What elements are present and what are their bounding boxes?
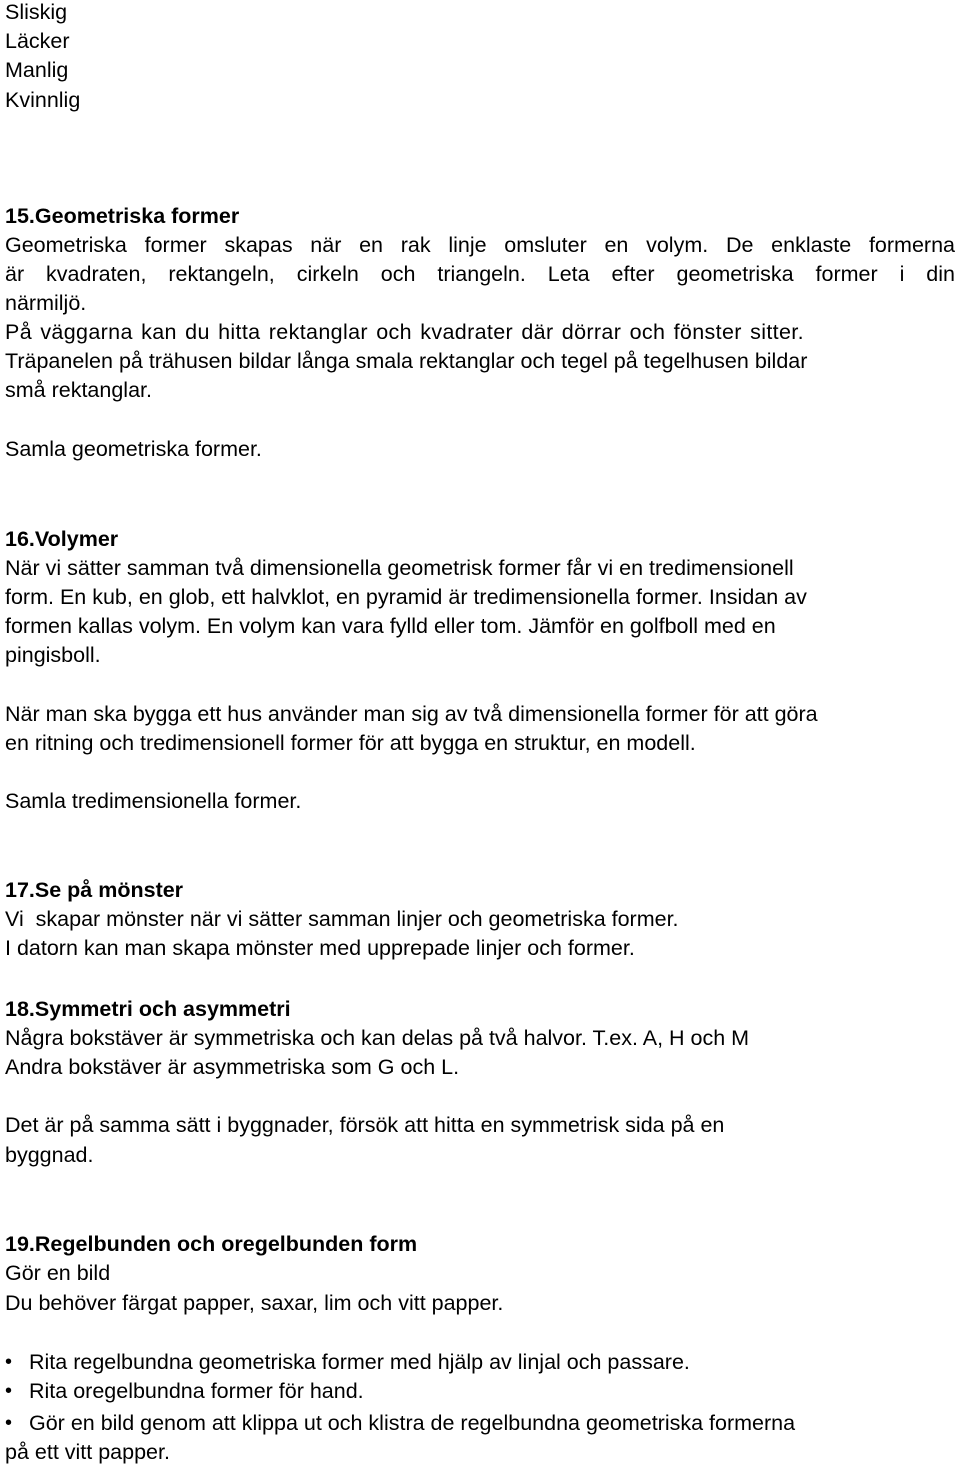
section-15-task: Samla geometriska former. xyxy=(5,437,262,461)
section-16-title: Volymer xyxy=(34,527,119,551)
section-15-line-6: små rektanglar. xyxy=(5,378,152,402)
bullet-continuation: på ett vitt papper. xyxy=(5,1440,170,1464)
section-18-paragraph-2-line-1: Det är på samma sätt i byggnader, försök att hitta en symmetrisk sida på en xyxy=(5,1113,725,1137)
section-15-line-5: Träpanelen på trähusen bildar långa smala rektanglar och tegel på tegelhusen bildar xyxy=(5,349,808,373)
section-17-line-2: I datorn kan man skapa mönster med upprepade linjer och former. xyxy=(5,936,635,960)
bullet-icon: • xyxy=(5,1380,13,1402)
list-item-kvinnlig: Kvinnlig xyxy=(5,88,81,112)
section-18-line-1: Några bokstäver är symmetriska och kan delas på två halvor. T.ex. A, H och M xyxy=(5,1026,750,1050)
section-16-line-1: När vi sätter samman två dimensionella geometrisk former får vi en tredimensionell xyxy=(5,556,794,580)
list-item-manlig: Manlig xyxy=(5,58,69,82)
section-18-line-2: Andra bokstäver är asymmetriska som G och L. xyxy=(5,1055,460,1079)
section-16-task: Samla tredimensionella former. xyxy=(5,789,302,813)
section-18-heading xyxy=(5,995,291,1024)
section-15-line-2: är kvadraten, rektangeln, cirkeln och triangeln. Leta efter geometriska former i din xyxy=(5,262,955,286)
section-15-line-4: På väggarna kan du hitta rektanglar och kvadrater där dörrar och fönster sitter. xyxy=(5,320,804,344)
section-15-line-3: närmiljö. xyxy=(5,291,87,315)
section-15-line-1: Geometriska former skapas när en rak linje omsluter en volym. De enklaste formerna xyxy=(5,233,955,257)
section-18-title: Symmetri och asymmetri xyxy=(34,997,291,1021)
section-15-number: 15. xyxy=(5,204,35,228)
bullet-icon: • xyxy=(5,1351,13,1373)
section-18-paragraph-2-line-2: byggnad. xyxy=(5,1143,94,1167)
section-15-title: Geometriska former xyxy=(34,204,240,228)
list-item-lacker: Läcker xyxy=(5,29,70,53)
section-16-line-4: pingisboll. xyxy=(5,643,101,667)
section-16-number: 16. xyxy=(5,527,35,551)
bullet-icon: • xyxy=(5,1412,13,1434)
section-19-title: Regelbunden och oregelbunden form xyxy=(34,1232,418,1256)
bullet-text: Rita oregelbundna former för hand. xyxy=(29,1379,364,1403)
section-16-paragraph-2-line-2: en ritning och tredimensionell former för att bygga en struktur, en modell. xyxy=(5,731,696,755)
section-17-number: 17. xyxy=(5,878,35,902)
list-item-sliskig: Sliskig xyxy=(5,0,68,24)
bullet-text: Gör en bild genom att klippa ut och klistra de regelbundna geometriska formerna xyxy=(29,1411,796,1435)
section-19-heading xyxy=(5,1230,417,1259)
section-16-paragraph-2-line-1: När man ska bygga ett hus använder man sig av två dimensionella former för att göra xyxy=(5,702,818,726)
section-17-line-1: Vi skapar mönster när vi sätter samman linjer och geometriska former. xyxy=(5,907,679,931)
bullet-text: Rita regelbundna geometriska former med hjälp av linjal och passare. xyxy=(29,1350,690,1374)
section-15-heading xyxy=(5,202,239,231)
section-16-line-2: form. En kub, en glob, ett halvklot, en pyramid är tredimensionella former. Insidan av xyxy=(5,585,807,609)
section-19-line-1: Gör en bild xyxy=(5,1261,111,1285)
section-16-line-3: formen kallas volym. En volym kan vara fylld eller tom. Jämför en golfboll med en xyxy=(5,614,776,638)
section-18-number: 18. xyxy=(5,997,35,1021)
section-16-heading xyxy=(5,525,118,554)
section-17-title: Se på mönster xyxy=(34,878,184,902)
section-19-number: 19. xyxy=(5,1232,35,1256)
section-19-line-2: Du behöver färgat papper, saxar, lim och vitt papper. xyxy=(5,1291,504,1315)
section-17-heading xyxy=(5,876,183,905)
